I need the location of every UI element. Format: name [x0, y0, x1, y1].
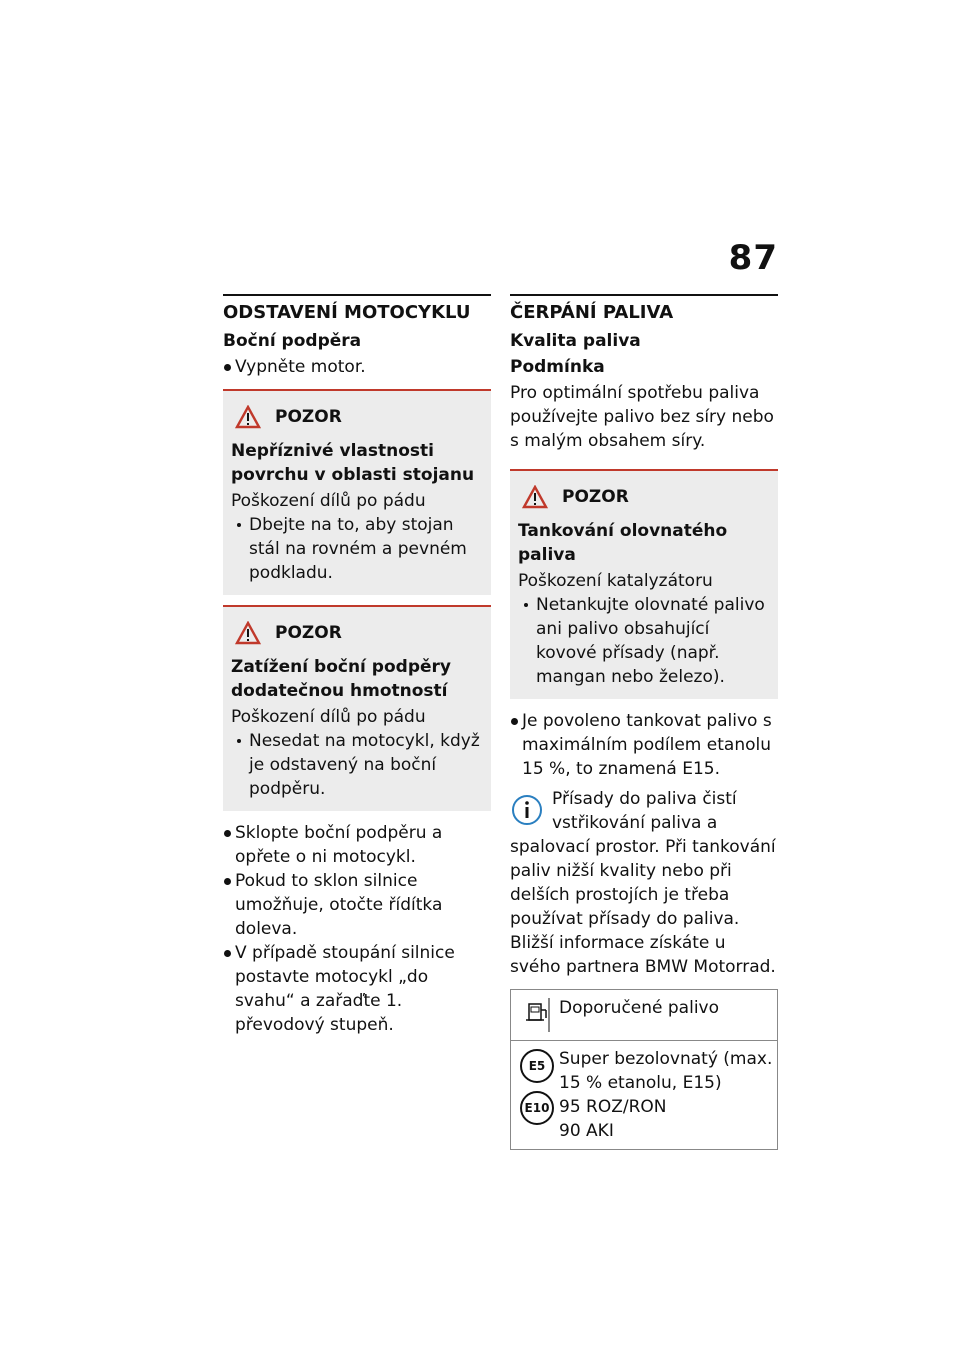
info-note	[510, 787, 778, 979]
e10-badge-icon: E10	[520, 1091, 554, 1125]
step-list-2	[223, 821, 491, 1037]
warning-heading: Zatížení boční podpěry dodatečnou hmotností	[231, 657, 451, 701]
warning-box-load	[223, 605, 491, 811]
list-item: Pokud to sklon silnice umožňuje, otočte řídítka doleva.	[223, 869, 491, 941]
right-column	[510, 294, 778, 1150]
fuel-table	[510, 989, 778, 1150]
info-note-text: Přísady do paliva čistí vstřikování paliva a spalovací prostor. Při tankování paliv nižší kvality nebo při delších prostojích je třeba používat přísady do paliva. Bližší informace získáte u svého partnera BMW Motorrad.	[510, 789, 776, 977]
fuel-octane-ron: 95 ROZ/RON	[559, 1097, 667, 1117]
step-list-fuel	[510, 709, 778, 781]
warning-action: Netankujte olovnaté palivo ani palivo obsahující kovové přísady (např. mangan nebo železo).	[518, 593, 770, 689]
warning-label: POZOR	[275, 623, 342, 643]
warning-action: Nesedat na motocykl, když je odstavený na boční podpěru.	[231, 729, 483, 801]
fuel-table-value-row	[511, 1040, 777, 1149]
list-item: Je povoleno tankovat palivo s maximálním podílem etanolu 15 %, to znamená E15.	[510, 709, 778, 781]
subheading-side-stand: Boční podpěra	[223, 331, 362, 351]
section-title-parking: ODSTAVENÍ MOTOCYKLU	[223, 294, 491, 323]
subheading-fuel-quality: Kvalita paliva	[510, 331, 641, 351]
warning-triangle-icon	[235, 621, 261, 645]
warning-box-leaded-fuel	[510, 469, 778, 699]
warning-consequence: Poškození dílů po pádu	[231, 491, 426, 511]
warning-consequence: Poškození katalyzátoru	[518, 571, 713, 591]
list-item: V případě stoupání silnice postavte motocykl „do svahu“ a zařaďte 1. převodový stupeň.	[223, 941, 491, 1037]
fuel-table-header-row	[511, 990, 777, 1040]
fuel-spec: Super bezolovnatý (max. 15 % etanolu, E15)	[559, 1049, 773, 1093]
warning-consequence: Poškození dílů po pádu	[231, 707, 426, 727]
fuel-pump-icon	[522, 996, 552, 1034]
warning-triangle-icon	[235, 405, 261, 429]
e5-badge-icon: E5	[520, 1049, 554, 1083]
fuel-table-header: Doporučené palivo	[559, 998, 720, 1018]
warning-label: POZOR	[562, 487, 629, 507]
warning-action: Dbejte na to, aby stojan stál na rovném a pevném podkladu.	[231, 513, 483, 585]
condition-text: Pro optimální spotřebu paliva používejte palivo bez síry nebo s malým obsahem síry.	[510, 383, 774, 451]
warning-label: POZOR	[275, 407, 342, 427]
warning-triangle-icon	[522, 485, 548, 509]
page-number: 87	[728, 238, 778, 278]
warning-heading: Nepříznivé vlastnosti povrchu v oblasti stojanu	[231, 441, 475, 485]
fuel-octane-aki: 90 AKI	[559, 1121, 614, 1141]
list-item: Sklopte boční podpěru a opřete o ni motocykl.	[223, 821, 491, 869]
condition-label: Podmínka	[510, 357, 605, 377]
warning-box-surface	[223, 389, 491, 595]
list-item: Vypněte motor.	[223, 355, 491, 379]
info-icon	[510, 793, 544, 827]
section-title-refuel: ČERPÁNÍ PALIVA	[510, 294, 778, 323]
left-column	[223, 294, 491, 1037]
step-list-1	[223, 355, 491, 379]
warning-heading: Tankování olovnatého paliva	[518, 521, 728, 565]
